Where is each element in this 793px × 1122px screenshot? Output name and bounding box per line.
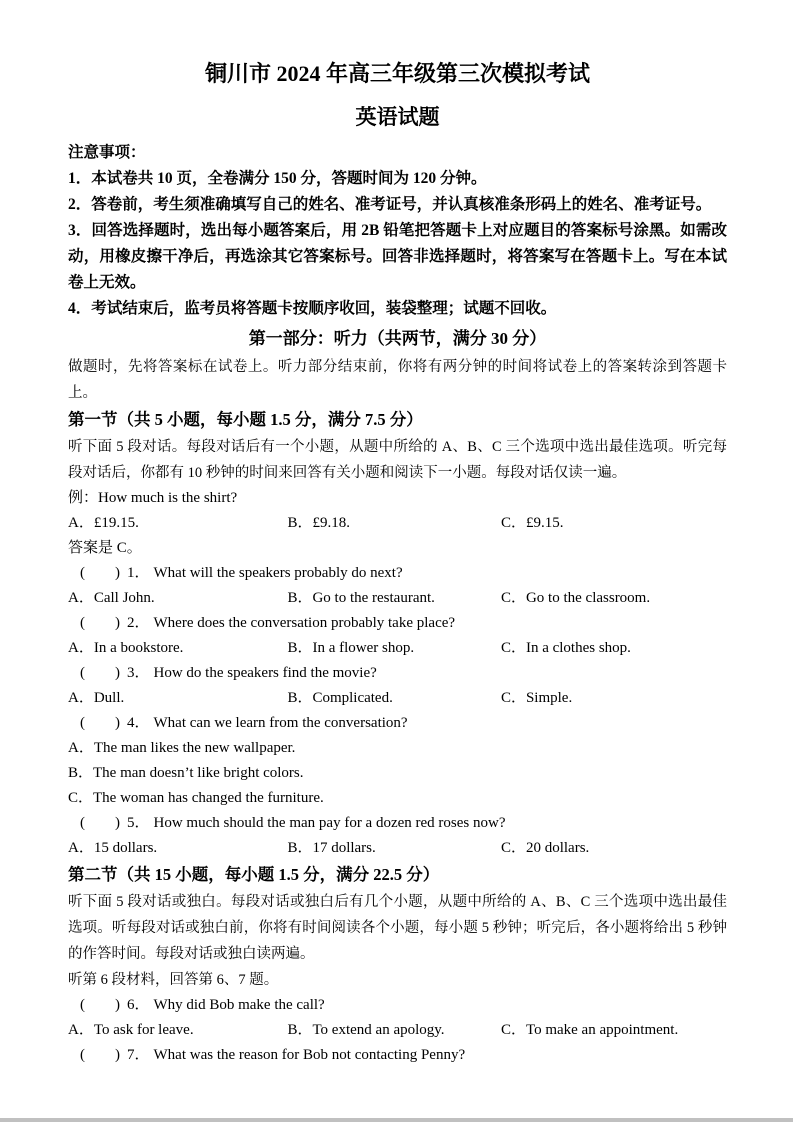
option-b: B．Go to the restaurant. [287, 590, 435, 606]
question-text: How do the speakers find the movie? [153, 665, 377, 681]
question-5-options [68, 836, 727, 861]
question-text: What can we learn from the conversation? [153, 715, 408, 731]
question-text: What will the speakers probably do next? [153, 565, 403, 581]
question-text: What was the reason for Bob not contacting Penny? [153, 1047, 466, 1063]
answer-bracket: ( ) [80, 1047, 120, 1063]
option-a: A．15 dollars. [68, 840, 158, 856]
question-text: Why did Bob make the call? [153, 997, 325, 1013]
question-5 [68, 811, 727, 861]
option-c: C．Go to the classroom. [500, 590, 651, 606]
question-6 [68, 993, 727, 1043]
question-1 [68, 561, 727, 611]
answer-bracket: ( ) [80, 615, 120, 631]
question-2 [68, 611, 727, 661]
example-option-b: B．£9.18. [287, 515, 350, 531]
section1-instructions: 听下面 5 段对话。每段对话后有一个小题，从题中所给的 A、B、C 三个选项中选出最佳选项。听完每段对话后，你都有 10 秒钟的时间来回答有关小题和阅读下一小题。每段对话仅读一遍。 [68, 439, 727, 481]
section2-instructions: 听下面 5 段对话或独白。每段对话或独白后有几个小题，从题中所给的 A、B、C 三个选项中选出最佳选项。听每段对话或独白前，你将有时间阅读各个小题，每小题 5 秒钟；听完后，各小题将给出 5 秒钟的作答时间。每段对话或独白读两遍。 [68, 894, 727, 962]
question-3 [68, 661, 727, 711]
question-2-line [68, 611, 727, 636]
material-note: 听第 6 段材料，回答第 6、7 题。 [68, 972, 279, 988]
question-3-options [68, 686, 727, 711]
option-a: A．Dull. [68, 690, 125, 706]
option-b: B．17 dollars. [287, 840, 376, 856]
page-subtitle: 英语试题 [355, 105, 440, 129]
answer-bracket: ( ) [80, 565, 120, 581]
option-a: A．Call John. [68, 590, 155, 606]
question-3-line [68, 661, 727, 686]
option-c: C．To make an appointment. [500, 1022, 679, 1038]
section1-heading: 第一节（共 5 小题，每小题 1.5 分，满分 7.5 分） [68, 410, 423, 429]
question-5-line [68, 811, 727, 836]
page-title: 铜川市 2024 年高三年级第三次模拟考试 [204, 61, 590, 86]
option-a: A．The man likes the new wallpaper. [68, 740, 296, 756]
part1-heading: 第一部分：听力（共两节，满分 30 分） [248, 329, 547, 348]
option-b: B．In a flower shop. [287, 640, 415, 656]
option-c: C．In a clothes shop. [500, 640, 631, 656]
question-7-line [68, 1043, 727, 1068]
notice-item-4: 4．考试结束后，监考员将答题卡按顺序收回，装袋整理；试题不回收。 [68, 300, 557, 317]
question-number: 4． [127, 715, 150, 731]
section2-heading: 第二节（共 15 小题，每小题 1.5 分，满分 22.5 分） [68, 865, 440, 884]
example-option-c: C．£9.15. [500, 515, 564, 531]
answer-bracket: ( ) [80, 997, 120, 1013]
option-b: B．The man doesn’t like bright colors. [68, 765, 304, 781]
question-6-options [68, 1018, 727, 1043]
option-b: B．Complicated. [287, 690, 393, 706]
question-1-options [68, 586, 727, 611]
example-prompt: 例：How much is the shirt? [68, 490, 238, 506]
option-a: A．To ask for leave. [68, 1022, 194, 1038]
question-2-options [68, 636, 727, 661]
question-number: 1． [127, 565, 150, 581]
question-4 [68, 711, 727, 811]
question-number: 3． [127, 665, 150, 681]
answer-bracket: ( ) [80, 665, 120, 681]
option-a: A．In a bookstore. [68, 640, 184, 656]
option-c: C．20 dollars. [500, 840, 590, 856]
question-4-line [68, 711, 727, 736]
question-text: How much should the man pay for a dozen red roses now? [153, 815, 506, 831]
example-options-row [68, 511, 727, 536]
notice-item-2: 2．答卷前，考生须准确填写自己的姓名、准考证号，并认真核准条形码上的姓名、准考证号。 [68, 196, 712, 213]
notice-item-1: 1．本试卷共 10 页，全卷满分 150 分，答题时间为 120 分钟。 [68, 170, 487, 187]
option-b: B．To extend an apology. [287, 1022, 445, 1038]
option-c: C．The woman has changed the furniture. [68, 790, 324, 806]
page-bottom-edge [0, 1118, 793, 1122]
part1-listening-note: 做题时，先将答案标在试卷上。听力部分结束前，你将有两分钟的时间将试卷上的答案转涂到答题卡上。 [68, 359, 727, 401]
notice-heading: 注意事项： [68, 144, 146, 161]
answer-bracket: ( ) [80, 815, 120, 831]
question-7 [68, 1043, 727, 1068]
notice-item-3: 3．回答选择题时，选出每小题答案后，用 2B 铅笔把答题卡上对应题目的答案标号涂黑。如需改动，用橡皮擦干净后，再选涂其它答案标号。回答非选择题时，将答案写在答题卡上。写在本试卷上无效。 [68, 222, 727, 291]
option-c: C．Simple. [500, 690, 573, 706]
example-answer: 答案是 C。 [68, 540, 142, 556]
answer-bracket: ( ) [80, 715, 120, 731]
question-number: 6． [127, 997, 150, 1013]
question-number: 2． [127, 615, 150, 631]
question-text: Where does the conversation probably take place? [153, 615, 456, 631]
question-number: 7． [127, 1047, 150, 1063]
question-1-line [68, 561, 727, 586]
question-number: 5． [127, 815, 150, 831]
example-option-a: A．£19.15. [68, 515, 139, 531]
question-6-line [68, 993, 727, 1018]
